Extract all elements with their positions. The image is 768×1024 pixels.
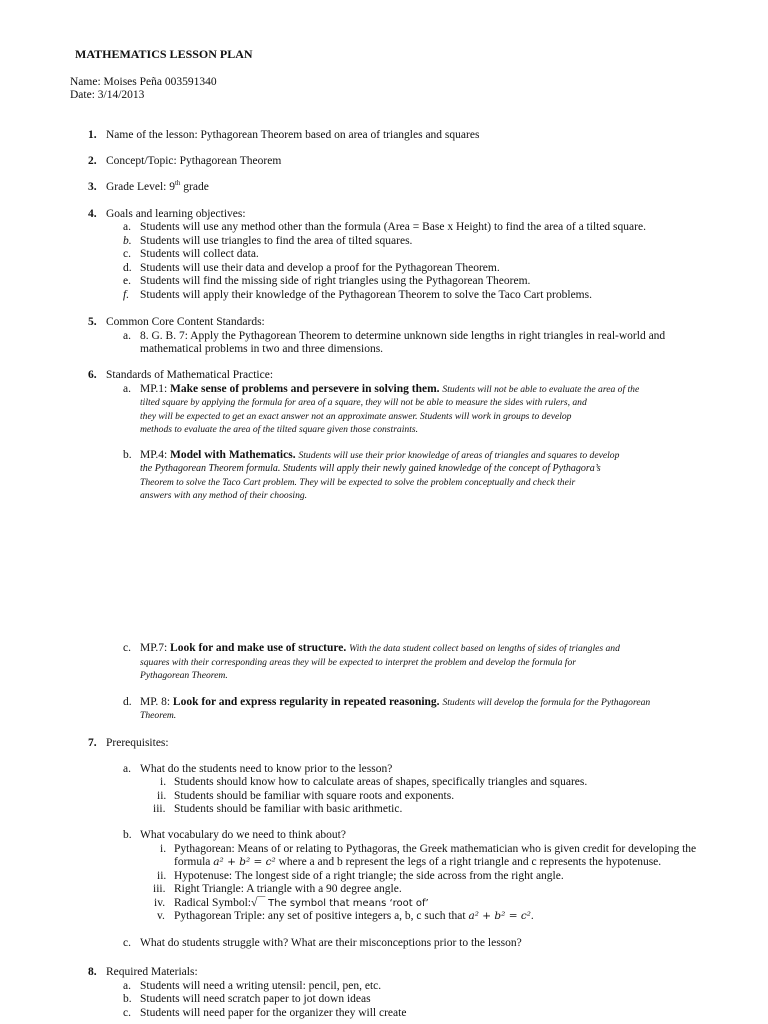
struggle-question: What do students struggle with? What are their misconceptions prior to the lesson? (140, 937, 522, 949)
standards-heading: Common Core Content Standards: (106, 316, 265, 328)
practice-title: Make sense of problems and persevere in solving them. (170, 383, 440, 395)
vocab-text: Pythagorean Triple: any set of positive integers a, b, c such that (174, 910, 469, 922)
list-marker: a. (123, 330, 131, 342)
list-marker: a. (123, 980, 131, 992)
list-marker: c. (123, 1007, 131, 1019)
list-marker: b. (123, 993, 132, 1005)
practice-description: the Pythagorean Theorem formula. Students will apply their newly gained knowledge of the concept of Pythagora’s (140, 463, 601, 474)
section-number: 4. (88, 208, 97, 220)
practice-code: MP.7: (140, 642, 171, 654)
list-marker: i. (160, 776, 167, 788)
list-marker: e. (123, 275, 131, 287)
practice-description: Theorem. (140, 710, 177, 721)
name-line: Name: Moises Peña 003591340 (70, 76, 217, 88)
section-number: 6. (88, 369, 97, 381)
vocab-text: formula (174, 856, 214, 868)
practice-description: answers with any method of their choosing. (140, 490, 308, 501)
list-marker: f. (123, 289, 130, 301)
goal-item: Students will apply their knowledge of the Pythagorean Theorem to solve the Taco Cart problems. (140, 289, 592, 301)
list-marker: b. (123, 235, 132, 247)
goal-item: Students will use any method other than the formula (Area = Base x Height) to find the area of a tilted square. (140, 221, 646, 233)
goal-item: Students will use triangles to find the area of tilted squares. (140, 235, 413, 247)
section-number: 1. (88, 129, 97, 141)
list-marker: i. (160, 843, 167, 855)
practice-heading: Standards of Mathematical Practice: (106, 369, 274, 381)
material-item: Students will need scratch paper to jot down ideas (140, 993, 371, 1005)
list-marker: ii. (157, 870, 167, 882)
goal-item: Students will use their data and develop a proof for the Pythagorean Theorem. (140, 262, 500, 274)
list-marker: iii. (153, 883, 166, 895)
practice-item (140, 383, 639, 396)
list-marker: d. (123, 696, 132, 708)
list-marker: b. (123, 829, 132, 841)
prereq-item: Students should be familiar with square roots and exponents. (174, 790, 455, 802)
goal-item: Students will collect data. (140, 248, 259, 260)
grade-level-text: Grade Level: 9 (106, 181, 175, 193)
vocab-item (174, 856, 661, 869)
vocab-text: Radical Symbol: (174, 897, 251, 909)
vocab-question: What vocabulary do we need to think about? (140, 829, 346, 841)
page-title: MATHEMATICS LESSON PLAN (75, 47, 253, 61)
practice-description: methods to evaluate the area of the tilted square given those constraints. (140, 424, 418, 435)
practice-description: tilted square by applying the formula for area of a square, they will not be able to measure the sides with rulers, and (140, 397, 587, 408)
practice-description: Students will develop the formula for the Pythagorean (442, 697, 651, 708)
prereq-question: What do the students need to know prior to the lesson? (140, 763, 393, 775)
radical-symbol-icon: √‾‾ (250, 897, 265, 909)
pythagorean-formula: a² + b² = c² (468, 910, 531, 922)
section-number: 7. (88, 737, 97, 749)
grade-level-suffix: grade (180, 181, 209, 193)
vocab-text: . (530, 910, 534, 922)
section-number: 2. (88, 155, 97, 167)
list-marker: b. (123, 449, 132, 461)
list-marker: c. (123, 642, 131, 654)
practice-title: Look for and express regularity in repeated reasoning. (172, 696, 440, 708)
vocab-item: Hypotenuse: The longest side of a right triangle; the side across from the right angle. (174, 870, 564, 882)
list-marker: d. (123, 262, 132, 274)
practice-code: MP.4: (140, 449, 171, 461)
practice-description: they will be expected to get an exact answer not an approximate answer. Students will work in groups to develop (140, 411, 572, 422)
practice-title: Look for and make use of structure. (170, 642, 347, 654)
practice-title: Model with Mathematics. (170, 449, 296, 461)
radical-meaning: The symbol that means ‘root of’ (264, 898, 429, 909)
vocab-item (174, 910, 534, 923)
grade-superscript: th (174, 179, 181, 188)
list-marker: a. (123, 221, 131, 233)
list-marker: a. (123, 763, 131, 775)
vocab-item (174, 897, 429, 910)
date-line: Date: 3/14/2013 (70, 89, 145, 101)
section-number: 3. (88, 181, 97, 193)
list-marker: ii. (157, 790, 167, 802)
material-item: Students will need a writing utensil: pencil, pen, etc. (140, 980, 382, 992)
vocab-text: where a and b represent the legs of a right triangle and c represents the hypotenuse. (275, 856, 662, 868)
prerequisites-heading: Prerequisites: (106, 737, 169, 749)
list-marker: iii. (153, 803, 166, 815)
list-marker: c. (123, 937, 131, 949)
grade-level (106, 181, 209, 194)
practice-code: MP. 8: (140, 696, 173, 708)
practice-description: Pythagorean Theorem. (140, 670, 228, 681)
practice-description: squares with their corresponding areas they will be expected to interpret the problem and develop the formula for (140, 657, 576, 668)
practice-description: Students will not be able to evaluate the area of the (442, 384, 640, 395)
list-marker: a. (123, 383, 131, 395)
practice-description: Theorem to solve the Taco Cart problem. They will be expected to solve the problem conceptually and check their (140, 477, 576, 488)
lesson-name: Name of the lesson: Pythagorean Theorem based on area of triangles and squares (106, 129, 480, 141)
pythagorean-formula: a² + b² = c² (213, 856, 276, 868)
prereq-item: Students should know how to calculate areas of shapes, specifically triangles and squares. (174, 776, 588, 788)
list-marker: iv. (154, 897, 166, 909)
list-marker: c. (123, 248, 131, 260)
materials-heading: Required Materials: (106, 966, 198, 978)
practice-item (140, 642, 620, 655)
practice-description: Students will use their prior knowledge of areas of triangles and squares to develop (298, 450, 620, 461)
practice-code: MP.1: (140, 383, 171, 395)
practice-item (140, 696, 650, 709)
list-marker: v. (157, 910, 165, 922)
vocab-item: Right Triangle: A triangle with a 90 degree angle. (174, 883, 402, 895)
goals-heading: Goals and learning objectives: (106, 208, 246, 220)
standard-text: 8. G. B. 7: Apply the Pythagorean Theorem to determine unknown side lengths in right triangles in real-world and (140, 330, 666, 342)
prereq-item: Students should be familiar with basic arithmetic. (174, 803, 403, 815)
material-item: Students will need paper for the organizer they will create (140, 1007, 407, 1019)
concept-topic: Concept/Topic: Pythagorean Theorem (106, 155, 282, 167)
practice-description: With the data student collect based on lengths of sides of triangles and (349, 643, 620, 654)
goal-item: Students will find the missing side of right triangles using the Pythagorean Theorem. (140, 275, 531, 287)
section-number: 5. (88, 316, 97, 328)
standard-text: mathematical problems in two and three dimensions. (140, 343, 384, 355)
vocab-item: Pythagorean: Means of or relating to Pythagoras, the Greek mathematician who is given credit for developing the (174, 843, 697, 855)
practice-item (140, 449, 619, 462)
section-number: 8. (88, 966, 97, 978)
